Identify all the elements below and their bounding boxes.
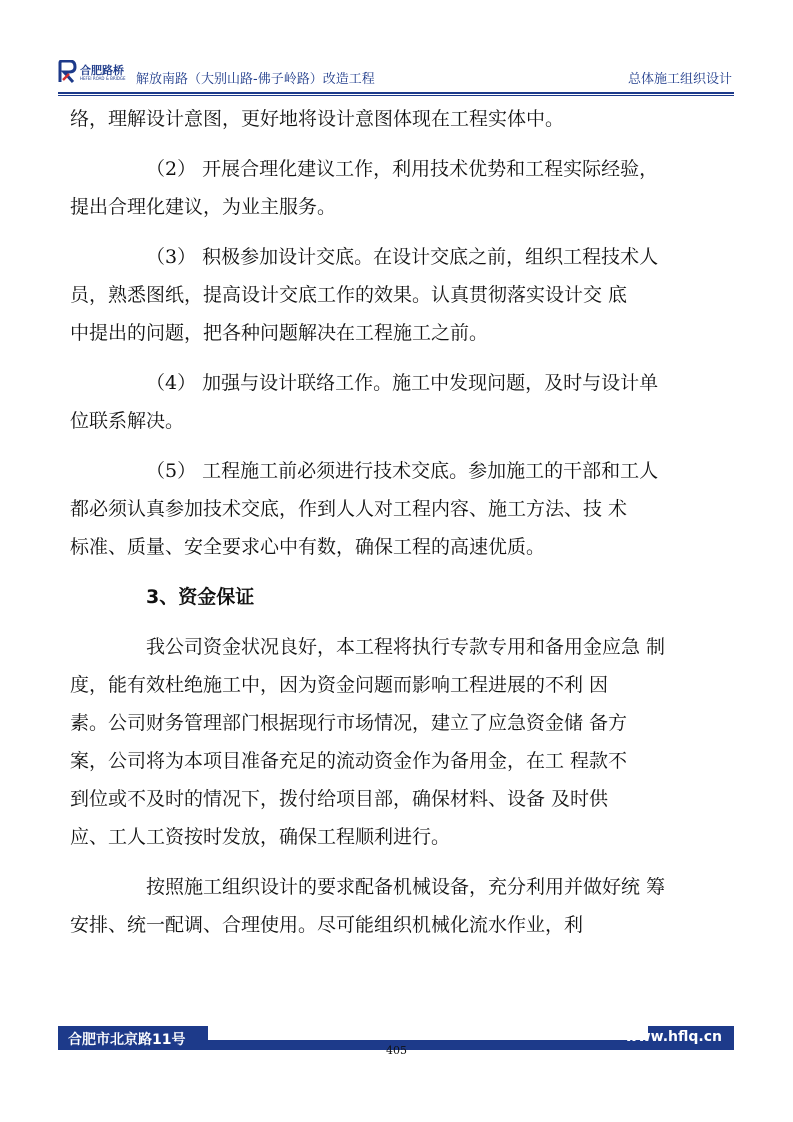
paragraph-line: 按照施工组织设计的要求配备机械设备，充分利用并做好统 筹 (146, 876, 666, 898)
paragraph-line: 应、工人工资按时发放，确保工程顺利进行。 (70, 826, 451, 848)
footer-address: 合肥市北京路11号 (68, 1032, 186, 1048)
logo-subtext: HEFEI ROAD & BRIDGE (80, 76, 126, 81)
paragraph-line: 提出合理化建议，为业主服务。 (70, 196, 337, 218)
paragraph-line: 我公司资金状况良好，本工程将执行专款专用和备用金应急 制 (146, 636, 666, 658)
paragraph-line: 中提出的问题，把各种问题解决在工程施工之前。 (70, 322, 489, 344)
logo-mark-icon (58, 60, 78, 84)
paragraph-line: （4） 加强与设计联络工作。施工中发现问题，及时与设计单 (146, 372, 659, 394)
logo-text: 合肥路桥 (80, 64, 124, 77)
paragraph-line: 都必须认真参加技术交底，作到人人对工程内容、施工方法、技 术 (70, 498, 628, 520)
paragraph-line: 度，能有效杜绝施工中，因为资金问题而影响工程进展的不利 因 (70, 674, 609, 696)
page-number: 405 (386, 1044, 407, 1057)
paragraph-line: （3） 积极参加设计交底。在设计交底之前，组织工程技术人 (146, 246, 659, 268)
paragraph-line: （5） 工程施工前必须进行技术交底。参加施工的干部和工人 (146, 460, 659, 482)
paragraph-line: 素。公司财务管理部门根据现行市场情况，建立了应急资金储 备方 (70, 712, 628, 734)
paragraph-line: 标准、质量、安全要求心中有数，确保工程的高速优质。 (70, 536, 546, 558)
paragraph-line: 案，公司将为本项目准备充足的流动资金作为备用金，在工 程款不 (70, 750, 628, 772)
footer-website: www.hflq.cn (624, 1029, 722, 1045)
paragraph-line: 到位或不及时的情况下，拨付给项目部，确保材料、设备 及时供 (70, 788, 609, 810)
document-body (70, 100, 720, 944)
paragraph-line: 位联系解决。 (70, 410, 185, 432)
header-divider (58, 92, 734, 94)
project-title: 解放南路（大别山路-佛子岭路）改造工程 (136, 72, 375, 87)
page-header (58, 60, 734, 90)
paragraph-line: 安排、统一配调、合理使用。尽可能组织机械化流水作业，利 (70, 914, 584, 936)
paragraph-line: （2） 开展合理化建议工作，利用技术优势和工程实际经验， (146, 158, 659, 180)
footer-notch (208, 1026, 648, 1042)
company-logo (58, 60, 138, 86)
paragraph-line: 员，熟悉图纸，提高设计交底工作的效果。认真贯彻落实设计交 底 (70, 284, 628, 306)
document-title: 总体施工组织设计 (627, 72, 732, 87)
paragraph-line: 络，理解设计意图，更好地将设计意图体现在工程实体中。 (70, 108, 565, 130)
section-heading: 3、资金保证 (146, 586, 255, 608)
header-divider-thin (58, 95, 734, 96)
